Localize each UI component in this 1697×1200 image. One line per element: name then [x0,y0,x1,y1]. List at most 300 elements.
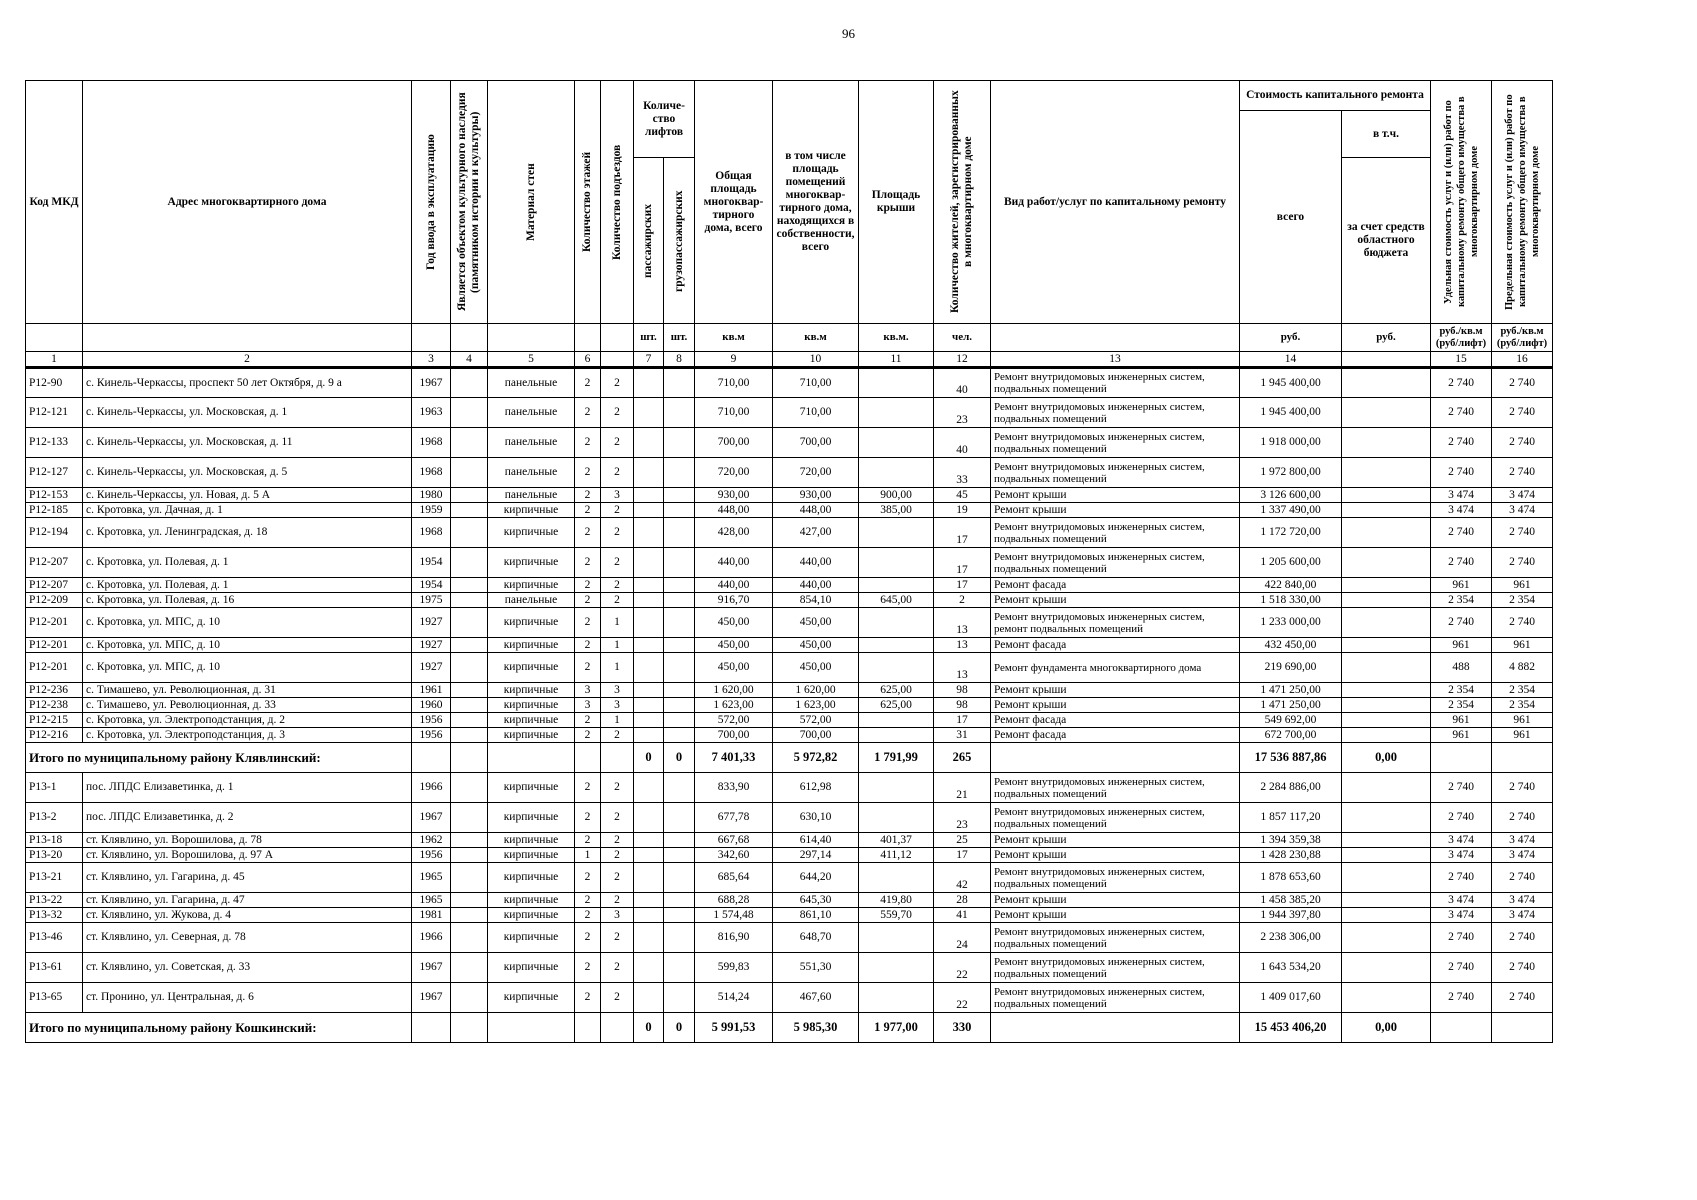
lifts-cargo [664,848,695,863]
year: 1980 [412,488,451,503]
entrances: 1 [601,608,634,638]
entrances: 2 [601,923,634,953]
entrances: 2 [601,368,634,398]
total-area: 1 620,00 [695,683,773,698]
entrances: 2 [601,833,634,848]
table-row [26,983,1553,1013]
table-row [26,683,1553,698]
roof-area: 401,37 [859,833,934,848]
residents: 41 [934,908,991,923]
residents: 17 [934,518,991,548]
cost-regional [1342,713,1431,728]
floors: 2 [575,653,601,683]
unit-chel: чел. [934,324,991,352]
wall-material: панельные [488,428,575,458]
table-cell [488,1013,575,1043]
total-owned-area: 5 985,30 [773,1013,859,1043]
roof-area: 419,80 [859,893,934,908]
mkd-code: Р12-127 [26,458,83,488]
unit-cost: 2 740 [1431,773,1492,803]
lifts-cargo [664,923,695,953]
limit-cost: 2 354 [1492,593,1553,608]
wall-material: кирпичные [488,683,575,698]
table-cell [991,743,1240,773]
floors: 2 [575,908,601,923]
table-row [26,608,1553,638]
limit-cost: 4 882 [1492,653,1553,683]
unit-cost: 2 740 [1431,863,1492,893]
entrances: 2 [601,593,634,608]
unit-cost: 961 [1431,578,1492,593]
table-cell [1492,743,1553,773]
year: 1956 [412,728,451,743]
total-area: 440,00 [695,578,773,593]
total-area: 667,68 [695,833,773,848]
entrances: 1 [601,638,634,653]
lifts-passenger [634,548,664,578]
cost-total: 1 945 400,00 [1240,398,1342,428]
limit-cost: 2 740 [1492,518,1553,548]
roof-area: 559,70 [859,908,934,923]
residents: 23 [934,398,991,428]
wall-material: кирпичные [488,863,575,893]
address: с. Кротовка, ул. МПС, д. 10 [83,653,412,683]
unit-cost: 2 740 [1431,983,1492,1013]
limit-cost: 2 740 [1492,803,1553,833]
address: ст. Клявлино, ул. Ворошилова, д. 97 А [83,848,412,863]
mkd-code: Р12-201 [26,608,83,638]
cost-regional [1342,683,1431,698]
roof-area [859,548,934,578]
lifts-passenger [634,683,664,698]
table-cell [412,1013,451,1043]
address: с. Кротовка, ул. Полевая, д. 1 [83,578,412,593]
owned-area: 551,30 [773,953,859,983]
header-entrances: Количество подъездов [610,144,623,260]
year: 1967 [412,983,451,1013]
entrances: 2 [601,953,634,983]
total-lifts-cargo: 0 [664,1013,695,1043]
cost-total: 1 944 397,80 [1240,908,1342,923]
unit-cost: 2 354 [1431,593,1492,608]
table-row [26,638,1553,653]
owned-area: 700,00 [773,728,859,743]
lifts-cargo [664,653,695,683]
work-type: Ремонт крыши [991,893,1240,908]
lifts-passenger [634,803,664,833]
cost-regional [1342,908,1431,923]
cost-regional [1342,518,1431,548]
mkd-code: Р13-1 [26,773,83,803]
residents: 22 [934,953,991,983]
table-cell [575,743,601,773]
floors: 2 [575,893,601,908]
roof-area [859,368,934,398]
roof-area [859,578,934,593]
floors: 2 [575,953,601,983]
unit-cost: 2 740 [1431,803,1492,833]
wall-material: панельные [488,368,575,398]
column-number: 16 [1492,352,1553,368]
limit-cost: 3 474 [1492,503,1553,518]
unit-cost: 2 740 [1431,548,1492,578]
total-row [26,743,1553,773]
heritage [451,893,488,908]
lifts-cargo [664,503,695,518]
wall-material: кирпичные [488,833,575,848]
column-number: 10 [773,352,859,368]
lifts-cargo [664,398,695,428]
mkd-code: Р13-32 [26,908,83,923]
mkd-code: Р12-236 [26,683,83,698]
entrances: 3 [601,488,634,503]
unit-sht: шт. [634,324,664,352]
owned-area: 450,00 [773,608,859,638]
work-type: Ремонт крыши [991,833,1240,848]
lifts-passenger [634,893,664,908]
entrances: 2 [601,893,634,908]
year: 1968 [412,458,451,488]
cost-total: 1 172 720,00 [1240,518,1342,548]
lifts-passenger [634,863,664,893]
lifts-passenger [634,398,664,428]
year: 1967 [412,368,451,398]
wall-material: панельные [488,488,575,503]
unit-cost: 2 740 [1431,953,1492,983]
entrances: 3 [601,908,634,923]
residents: 17 [934,548,991,578]
unit-cost: 3 474 [1431,488,1492,503]
residents: 33 [934,458,991,488]
heritage [451,488,488,503]
address: пос. ЛПДС Елизаветинка, д. 1 [83,773,412,803]
unit-cost: 3 474 [1431,848,1492,863]
header-roof-area: Площадь крыши [859,81,934,324]
work-type: Ремонт крыши [991,848,1240,863]
cost-regional [1342,578,1431,593]
unit-rub-per-kvm: руб./кв.м (руб/лифт) [1492,324,1553,352]
owned-area: 710,00 [773,398,859,428]
unit-cost: 3 474 [1431,893,1492,908]
address: с. Кротовка, ул. Электроподстанция, д. 2 [83,713,412,728]
address: ст. Клявлино, ул. Советская, д. 33 [83,953,412,983]
cost-total: 1 233 000,00 [1240,608,1342,638]
cost-total: 1 945 400,00 [1240,368,1342,398]
mkd-code: Р12-90 [26,368,83,398]
year: 1962 [412,833,451,848]
total-roof-area: 1 977,00 [859,1013,934,1043]
work-type: Ремонт фасада [991,638,1240,653]
owned-area: 440,00 [773,578,859,593]
lifts-cargo [664,368,695,398]
lifts-cargo [664,953,695,983]
heritage [451,908,488,923]
heritage [451,683,488,698]
total-roof-area: 1 791,99 [859,743,934,773]
table-row [26,653,1553,683]
table-row [26,518,1553,548]
year: 1968 [412,518,451,548]
header-work-type: Вид работ/услуг по капитальному ремонту [991,81,1240,324]
address: с. Тимашево, ул. Революционная, д. 31 [83,683,412,698]
unit-cost: 2 354 [1431,698,1492,713]
heritage [451,713,488,728]
entrances: 2 [601,863,634,893]
roof-area [859,398,934,428]
floors: 2 [575,398,601,428]
year: 1927 [412,638,451,653]
roof-area [859,608,934,638]
total-area: 450,00 [695,638,773,653]
work-type: Ремонт внутридомовых инженерных систем, подвальных помещений [991,923,1240,953]
owned-area: 854,10 [773,593,859,608]
owned-area: 720,00 [773,458,859,488]
roof-area [859,728,934,743]
residents: 13 [934,608,991,638]
header-owned-area: в том числе площадь помещений многоквар-тирного дома, находящихся в собственности, всего [773,81,859,324]
roof-area [859,863,934,893]
lifts-passenger [634,593,664,608]
lifts-cargo [664,683,695,698]
wall-material: кирпичные [488,713,575,728]
address: с. Кротовка, ул. Ленинградская, д. 18 [83,518,412,548]
unit-cost: 961 [1431,638,1492,653]
table-row [26,548,1553,578]
lifts-passenger [634,953,664,983]
header-cost-total: всего [1240,111,1342,324]
address: с. Кинель-Черкассы, ул. Московская, д. 5 [83,458,412,488]
table-row [26,728,1553,743]
floors: 2 [575,773,601,803]
column-number: 12 [934,352,991,368]
table-cell [601,743,634,773]
owned-area: 700,00 [773,428,859,458]
roof-area: 625,00 [859,698,934,713]
year: 1963 [412,398,451,428]
wall-material: кирпичные [488,953,575,983]
address: с. Кинель-Черкассы, проспект 50 лет Октября, д. 9 а [83,368,412,398]
cost-regional [1342,608,1431,638]
header-year: Год ввода в эксплуатацию [424,134,437,270]
table-row [26,803,1553,833]
floors: 2 [575,728,601,743]
lifts-passenger [634,923,664,953]
entrances: 2 [601,773,634,803]
unit-kvm: кв.м. [859,324,934,352]
residents: 21 [934,773,991,803]
floors: 3 [575,698,601,713]
roof-area [859,428,934,458]
lifts-passenger [634,458,664,488]
limit-cost: 2 354 [1492,683,1553,698]
column-number: 15 [1431,352,1492,368]
floors: 2 [575,608,601,638]
mkd-code: Р13-20 [26,848,83,863]
entrances: 2 [601,983,634,1013]
header-lifts-pass: пассажирских [642,203,654,278]
header-floors: Количество этажей [581,151,593,253]
residents: 40 [934,368,991,398]
total-area: 677,78 [695,803,773,833]
total-label: Итого по муниципальному району Кошкинский: [26,1013,412,1043]
wall-material: кирпичные [488,773,575,803]
wall-material: кирпичные [488,728,575,743]
limit-cost: 961 [1492,578,1553,593]
lifts-cargo [664,428,695,458]
cost-total: 2 284 886,00 [1240,773,1342,803]
column-number: 14 [1240,352,1342,368]
header-unit-cost: Удельная стоимость услуг и (или) работ по капитальному ремонту общего имущества в многоквартирном доме [1442,96,1480,308]
lifts-passenger [634,368,664,398]
table-cell [601,1013,634,1043]
header-total-area: Общая площадь многоквар-тирного дома, всего [695,81,773,324]
wall-material: кирпичные [488,578,575,593]
cost-regional [1342,728,1431,743]
mkd-code: Р12-194 [26,518,83,548]
residents: 22 [934,983,991,1013]
lifts-passenger [634,728,664,743]
total-area: 833,90 [695,773,773,803]
floors: 2 [575,803,601,833]
heritage [451,458,488,488]
limit-cost: 2 740 [1492,368,1553,398]
limit-cost: 3 474 [1492,893,1553,908]
unit-cost: 2 740 [1431,923,1492,953]
residents: 17 [934,578,991,593]
cost-regional [1342,488,1431,503]
cost-total: 1 518 330,00 [1240,593,1342,608]
limit-cost: 3 474 [1492,848,1553,863]
heritage [451,638,488,653]
lifts-passenger [634,908,664,923]
total-residents: 330 [934,1013,991,1043]
capital-repair-table [25,80,1553,1043]
table-row [26,923,1553,953]
mkd-code: Р13-61 [26,953,83,983]
lifts-passenger [634,698,664,713]
lifts-passenger [634,713,664,728]
year: 1968 [412,428,451,458]
work-type: Ремонт фасада [991,728,1240,743]
roof-area [859,803,934,833]
cost-total: 1 409 017,60 [1240,983,1342,1013]
lifts-passenger [634,848,664,863]
unit-cost: 2 740 [1431,368,1492,398]
address: ст. Клявлино, ул. Ворошилова, д. 78 [83,833,412,848]
total-residents: 265 [934,743,991,773]
address: с. Кротовка, ул. Дачная, д. 1 [83,503,412,518]
year: 1967 [412,803,451,833]
residents: 13 [934,653,991,683]
owned-area: 450,00 [773,638,859,653]
unit-cost: 3 474 [1431,833,1492,848]
roof-area [859,713,934,728]
floors: 2 [575,458,601,488]
residents: 28 [934,893,991,908]
year: 1956 [412,848,451,863]
column-number: 2 [83,352,412,368]
lifts-cargo [664,593,695,608]
owned-area: 614,40 [773,833,859,848]
roof-area: 411,12 [859,848,934,863]
unit-cost: 2 740 [1431,608,1492,638]
cost-regional [1342,833,1431,848]
total-cost-regional: 0,00 [1342,1013,1431,1043]
table-row [26,368,1553,398]
cost-regional [1342,773,1431,803]
year: 1975 [412,593,451,608]
limit-cost: 2 740 [1492,428,1553,458]
lifts-cargo [664,833,695,848]
address: с. Кротовка, ул. МПС, д. 10 [83,608,412,638]
unit-cost: 2 740 [1431,398,1492,428]
cost-total: 549 692,00 [1240,713,1342,728]
floors: 2 [575,593,601,608]
wall-material: панельные [488,398,575,428]
column-number: 4 [451,352,488,368]
page-number: 96 [842,26,855,41]
entrances: 2 [601,728,634,743]
entrances: 1 [601,653,634,683]
roof-area: 645,00 [859,593,934,608]
lifts-passenger [634,833,664,848]
total-lifts-passenger: 0 [634,743,664,773]
heritage [451,593,488,608]
floors: 3 [575,683,601,698]
year: 1965 [412,863,451,893]
limit-cost: 2 740 [1492,923,1553,953]
cost-regional [1342,638,1431,653]
header-code: Код МКД [26,81,83,324]
residents: 40 [934,428,991,458]
work-type: Ремонт крыши [991,488,1240,503]
cost-total: 1 337 490,00 [1240,503,1342,518]
lifts-cargo [664,773,695,803]
address: ст. Пронино, ул. Центральная, д. 6 [83,983,412,1013]
year: 1961 [412,683,451,698]
heritage [451,608,488,638]
cost-total: 1 394 359,38 [1240,833,1342,848]
total-area: 1 623,00 [695,698,773,713]
lifts-passenger [634,773,664,803]
roof-area [859,773,934,803]
cost-regional [1342,803,1431,833]
mkd-code: Р13-22 [26,893,83,908]
cost-total: 219 690,00 [1240,653,1342,683]
cost-regional [1342,593,1431,608]
heritage [451,773,488,803]
table-row [26,893,1553,908]
table-row [26,833,1553,848]
limit-cost: 2 740 [1492,773,1553,803]
owned-area: 645,30 [773,893,859,908]
unit-cost: 2 740 [1431,458,1492,488]
floors: 2 [575,368,601,398]
header-lifts: Количе-ство лифтов [634,81,695,158]
cost-total: 1 918 000,00 [1240,428,1342,458]
column-number: 13 [991,352,1240,368]
column-number: 3 [412,352,451,368]
unit-kvm: кв.м [695,324,773,352]
total-area: 700,00 [695,728,773,743]
cost-regional [1342,653,1431,683]
limit-cost: 2 740 [1492,398,1553,428]
cost-total: 1 428 230,88 [1240,848,1342,863]
heritage [451,398,488,428]
lifts-passenger [634,488,664,503]
table-cell [451,1013,488,1043]
owned-area: 572,00 [773,713,859,728]
